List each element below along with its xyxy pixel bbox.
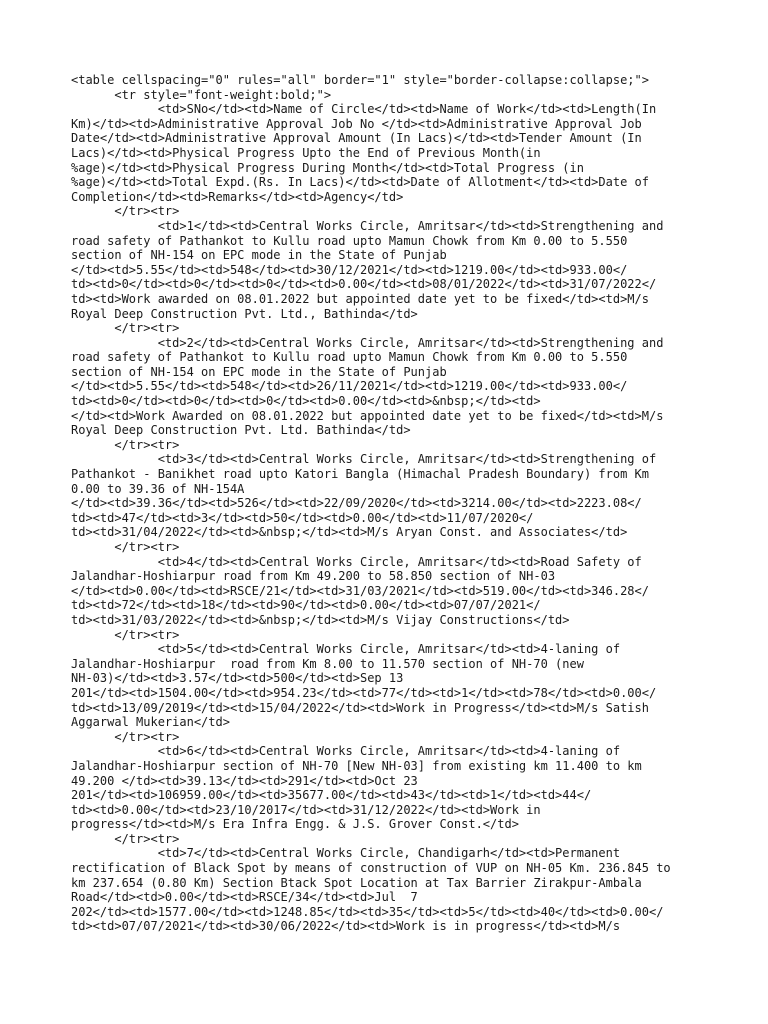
source-line: 202</td><td>1577.00</td><td>1248.85</td><td>35</td><td>5</td><td>40</td><td>0.00</	[71, 904, 664, 919]
source-line: Royal Deep Construction Pvt. Ltd. Bathinda</td>	[71, 423, 411, 438]
source-line: Jalandhar-Hoshiarpur road from Km 49.200 to 58.850 section of NH-03	[71, 569, 556, 584]
source-line: td><td>31/04/2022</td><td>&nbsp;</td><td>M/s Aryan Const. and Associates</td>	[71, 525, 628, 540]
source-line: 201</td><td>106959.00</td><td>35677.00</td><td>43</td><td>1</td><td>44</	[71, 788, 592, 803]
source-line: </tr><tr>	[71, 204, 180, 219]
source-line: Jalandhar-Hoshiarpur section of NH-70 [New NH-03] from existing km 11.400 to km	[71, 758, 642, 773]
source-line: td><td>47</td><td>3</td><td>50</td><td>0.00</td><td>11/07/2020</	[71, 510, 534, 525]
source-line: </td><td>39.36</td><td>526</td><td>22/09/2020</td><td>3214.00</td><td>2223.08</	[71, 496, 642, 511]
source-line: 0.00 to 39.36 of NH-154A	[71, 481, 245, 496]
source-line: </tr><tr>	[71, 437, 180, 452]
source-line: <tr style="font-weight:bold;">	[71, 87, 332, 102]
source-line: </tr><tr>	[71, 627, 180, 642]
source-line: <td>6</td><td>Central Works Circle, Amritsar</td><td>4-laning of	[71, 744, 621, 759]
source-line: road safety of Pathankot to Kullu road upto Mamun Chowk from Km 0.00 to 5.550	[71, 233, 628, 248]
source-line: progress</td><td>M/s Era Infra Engg. & J.S. Grover Const.</td>	[71, 817, 519, 832]
source-line: <td>3</td><td>Central Works Circle, Amritsar</td><td>Strengthening of	[71, 452, 657, 467]
source-line: td><td>31/03/2022</td><td>&nbsp;</td><td>M/s Vijay Constructions</td>	[71, 612, 570, 627]
source-line: </tr><tr>	[71, 321, 180, 336]
source-line: NH-03)</td><td>3.57</td><td>500</td><td>Sep 13	[71, 671, 404, 686]
source-line: <td>5</td><td>Central Works Circle, Amritsar</td><td>4-laning of	[71, 642, 621, 657]
source-line: td><td>0.00</td><td>23/10/2017</td><td>31/12/2022</td><td>Work in	[71, 802, 541, 817]
source-line: Jalandhar-Hoshiarpur road from Km 8.00 to 11.570 section of NH-70 (new	[71, 656, 584, 671]
source-line: </td><td>5.55</td><td>548</td><td>26/11/2021</td><td>1219.00</td><td>933.00</	[71, 379, 628, 394]
source-line: </tr><tr>	[71, 540, 180, 554]
source-line: section of NH-154 on EPC mode in the State of Punjab	[71, 248, 447, 263]
source-line: rectification of Black Spot by means of construction of VUP on NH-05 Km. 236.845 to	[71, 861, 671, 876]
source-line: <td>2</td><td>Central Works Circle, Amritsar</td><td>Strengthening and	[71, 335, 664, 350]
source-line: Royal Deep Construction Pvt. Ltd., Bathinda</td>	[71, 306, 418, 321]
source-line: 49.200 </td><td>39.13</td><td>291</td><td>Oct 23	[71, 773, 418, 788]
source-line: Aggarwal Mukerian</td>	[71, 715, 230, 730]
source-line: section of NH-154 on EPC mode in the State of Punjab	[71, 364, 447, 379]
source-line: <td>SNo</td><td>Name of Circle</td><td>Name of Work</td><td>Length(In	[71, 102, 657, 117]
source-line: km 237.654 (0.80 Km) Section Btack Spot Location at Tax Barrier Zirakpur-Ambala	[71, 875, 642, 890]
source-line: </tr><tr>	[71, 729, 180, 744]
source-line: td><td>13/09/2019</td><td>15/04/2022</td><td>Work in Progress</td><td>M/s Satish	[71, 700, 649, 715]
source-line: td><td>07/07/2021</td><td>30/06/2022</td><td>Work is in progress</td><td>M/s	[71, 919, 621, 934]
source-line: </td><td>0.00</td><td>RSCE/21</td><td>31/03/2021</td><td>519.00</td><td>346.28</	[71, 583, 649, 598]
source-line: Road</td><td>0.00</td><td>RSCE/34</td><td>Jul 7	[71, 890, 418, 905]
source-line: <td>4</td><td>Central Works Circle, Amritsar</td><td>Road Safety of	[71, 554, 642, 569]
source-line: Lacs)</td><td>Physical Progress Upto the End of Previous Month(in	[71, 145, 541, 160]
source-line: road safety of Pathankot to Kullu road upto Mamun Chowk from Km 0.00 to 5.550	[71, 350, 628, 365]
source-line: td><td>0</td><td>0</td><td>0</td><td>0.00</td><td>&nbsp;</td><td>	[71, 394, 541, 409]
source-line: </td><td>5.55</td><td>548</td><td>30/12/2021</td><td>1219.00</td><td>933.00</	[71, 262, 628, 277]
source-line: td><td>Work awarded on 08.01.2022 but appointed date yet to be fixed</td><td>M/s	[71, 291, 649, 306]
source-line: </td><td>Work Awarded on 08.01.2022 but appointed date yet to be fixed</td><td>M/s	[71, 408, 664, 423]
source-line: Km)</td><td>Administrative Approval Job No </td><td>Administrative Approval Job	[71, 116, 642, 131]
source-line: Pathankot - Banikhet road upto Katori Bangla (Himachal Pradesh Boundary) from Km	[71, 467, 649, 482]
source-line: %age)</td><td>Physical Progress During Month</td><td>Total Progress (in	[71, 160, 584, 175]
source-line: Date</td><td>Administrative Approval Amount (In Lacs)</td><td>Tender Amount (In	[71, 131, 642, 146]
source-line: td><td>72</td><td>18</td><td>90</td><td>0.00</td><td>07/07/2021</	[71, 598, 541, 613]
source-line: <td>1</td><td>Central Works Circle, Amritsar</td><td>Strengthening and	[71, 218, 664, 233]
source-line: Completion</td><td>Remarks</td><td>Agency</td>	[71, 189, 404, 204]
source-line: td><td>0</td><td>0</td><td>0</td><td>0.00</td><td>08/01/2022</td><td>31/07/2022</	[71, 277, 657, 292]
html-source-text	[71, 73, 701, 934]
source-line: <td>7</td><td>Central Works Circle, Chandigarh</td><td>Permanent	[71, 846, 621, 861]
source-line: %age)</td><td>Total Expd.(Rs. In Lacs)</td><td>Date of Allotment</td><td>Date of	[71, 175, 649, 190]
source-line: <table cellspacing="0" rules="all" border="1" style="border-collapse:collapse;">	[71, 73, 649, 87]
source-line: 201</td><td>1504.00</td><td>954.23</td><td>77</td><td>1</td><td>78</td><td>0.00</	[71, 685, 657, 700]
source-line: </tr><tr>	[71, 831, 180, 846]
